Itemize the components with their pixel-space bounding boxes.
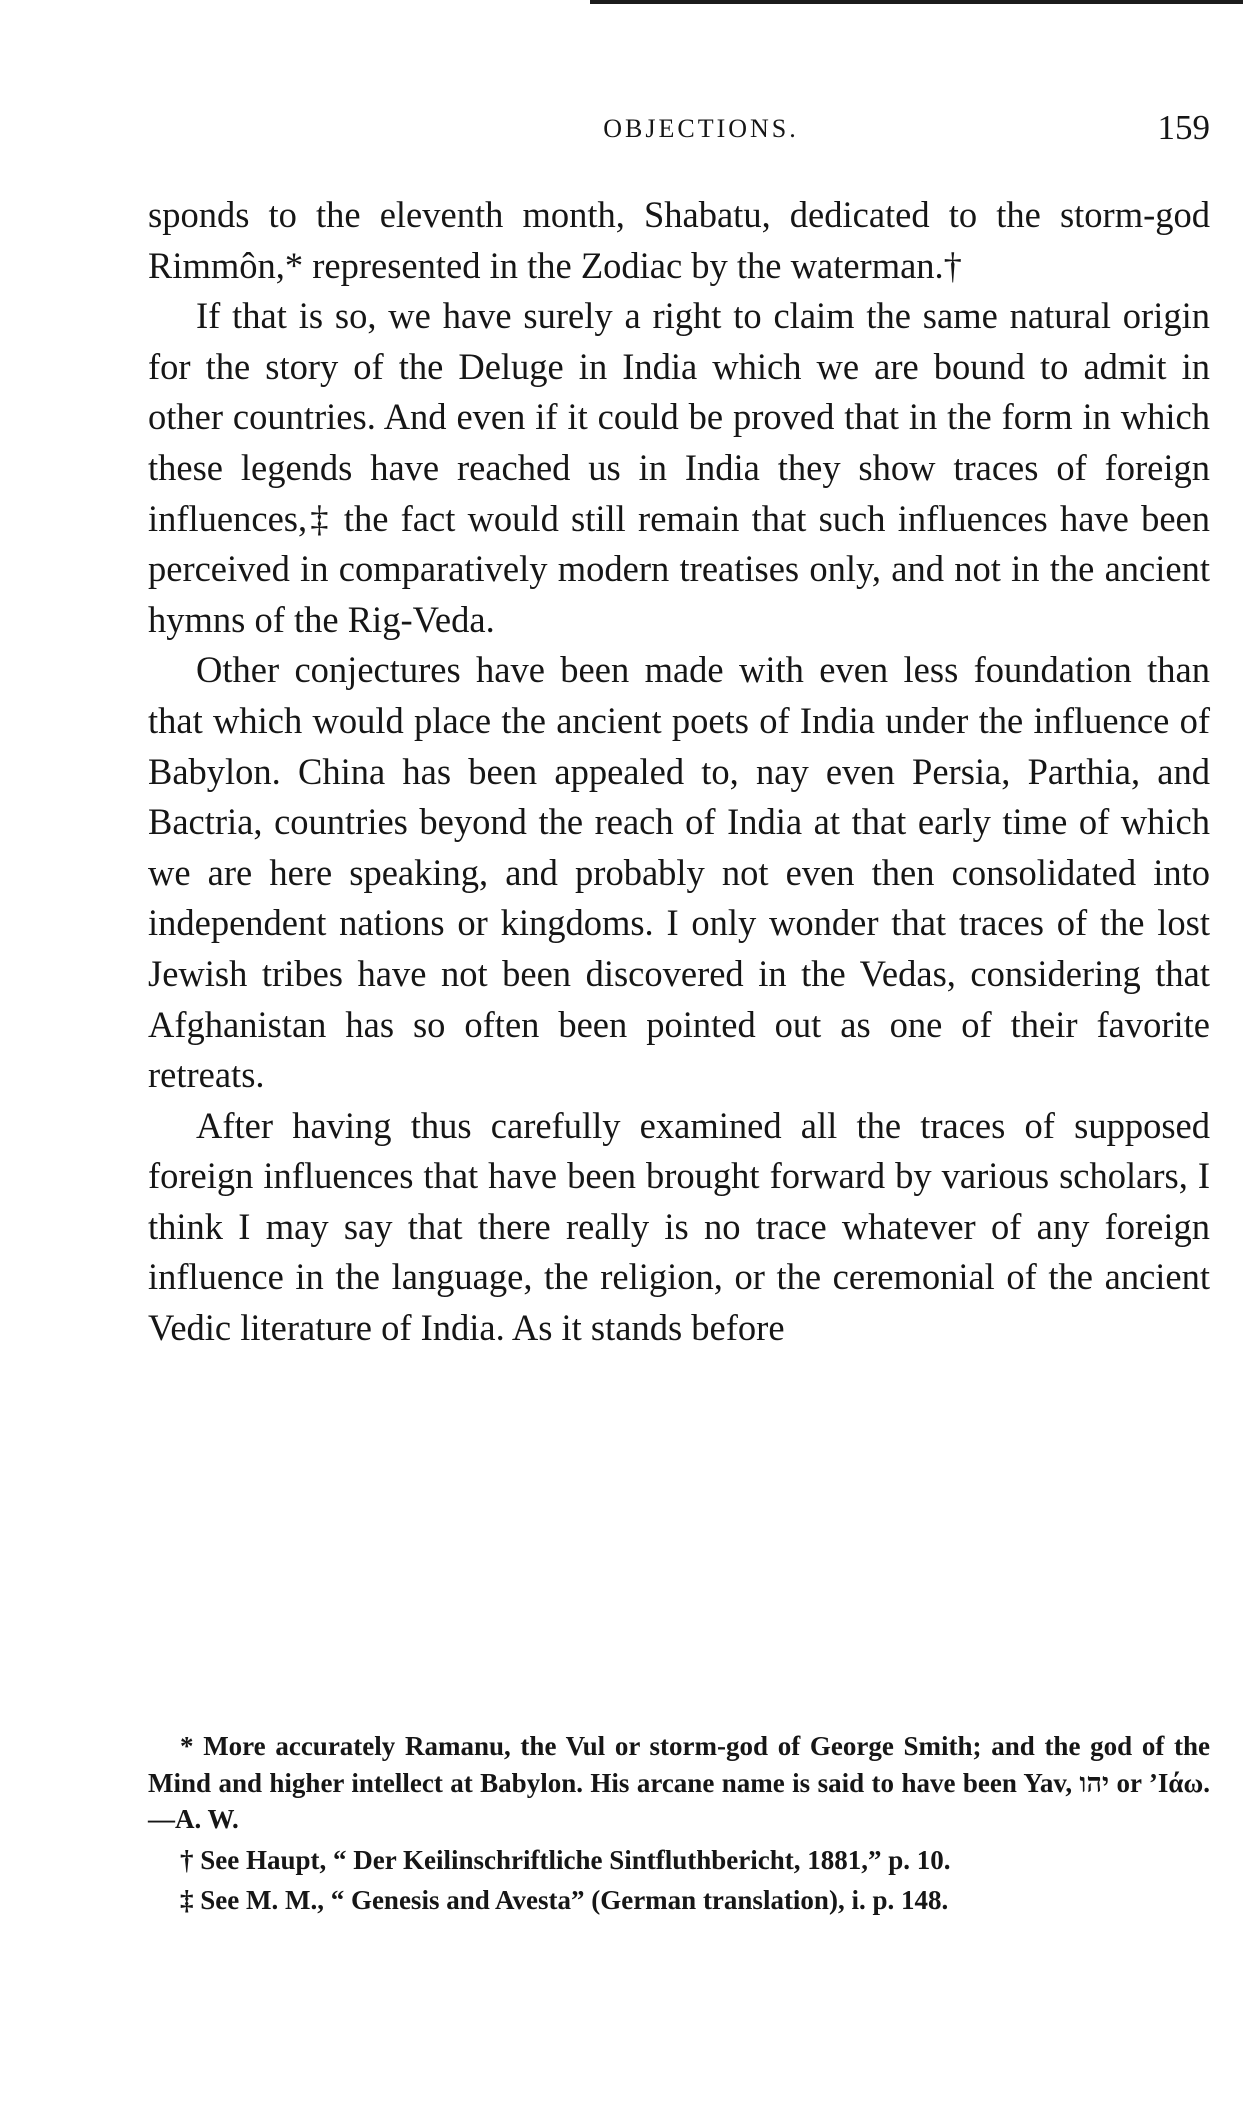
body-text bbox=[148, 190, 1210, 1354]
paragraph-continuation: sponds to the eleventh month, Shabatu, dedicated to the storm-god Rimmôn,* represented in the Zodiac by the waterman.† bbox=[148, 194, 1210, 286]
top-edge-rule bbox=[590, 0, 1243, 4]
footnote-dagger: † See Haupt, “ Der Keilinschriftliche Sintfluthbericht, 1881,” p. 10. bbox=[180, 1844, 951, 1875]
footnote-asterisk: * More accurately Ramanu, the Vul or storm-god of George Smith; and the god of the Mind and higher intellect at Babylon. His arcane name is said to have been Yav, יהו or ’Ιάω.—A. W. bbox=[148, 1731, 1210, 1834]
page-number: 159 bbox=[1157, 108, 1210, 147]
footnote-double-dagger: ‡ See M. M., “ Genesis and Avesta” (German translation), i. p. 148. bbox=[180, 1885, 949, 1915]
footnotes bbox=[148, 1728, 1210, 1919]
paragraph-deluge: If that is so, we have surely a right to claim the same natural origin for the story of the Deluge in India which we are bound to admit in other countries. And even if it could be proved that in the form in which these legends have reached us in India they show traces of foreign influences,‡ the fact would still remain that such influences have been perceived in comparatively modern treatises only, and not in the ancient hymns of the Rig-Veda. bbox=[148, 295, 1210, 640]
page-header bbox=[148, 108, 1210, 152]
paragraph-conclusion: After having thus carefully examined all the traces of supposed foreign influences that have been brought forward by various scholars, I think I may say that there really is no trace whatever of any foreign influence in the language, the religion, or the ceremonial of the ancient Vedic literature of India. As it stands before bbox=[148, 1104, 1210, 1349]
paragraph-conjectures: Other conjectures have been made with even less foundation than that which would place the ancient poets of India under the influence of Babylon. China has been appealed to, nay even Persia, Parthia, and Bactria, countries beyond the reach of India at that early time of which we are here speaking, and probably not even then consolidated into independent nations or kingdoms. I only wonder that traces of the lost Jewish tribes have not been discovered in the Vedas, considering that Afghanistan has so often been pointed out as one of their favorite retreats. bbox=[148, 649, 1210, 1096]
running-head: OBJECTIONS. bbox=[603, 114, 799, 143]
